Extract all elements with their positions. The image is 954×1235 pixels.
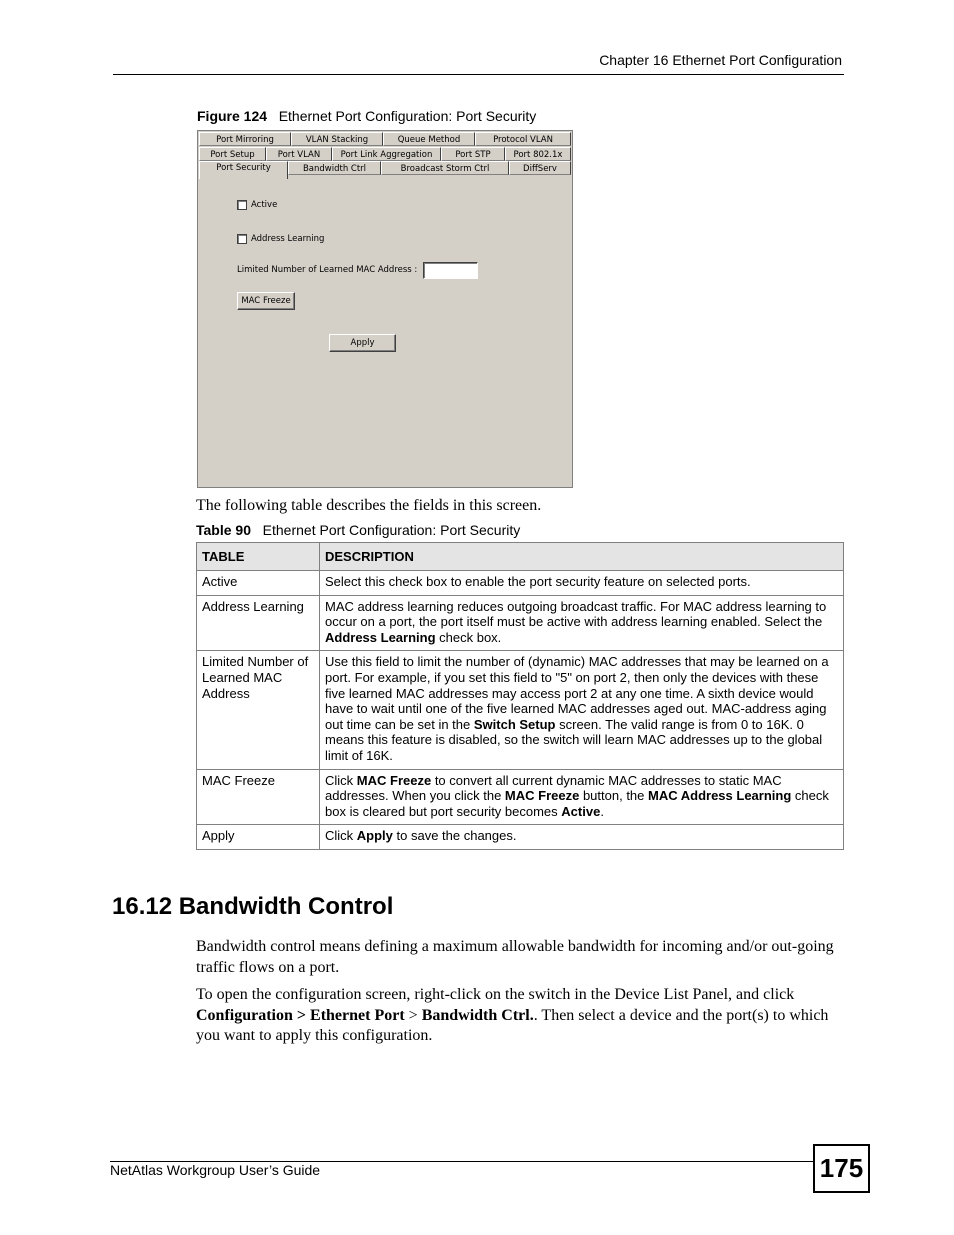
description-text: Click <box>325 772 357 788</box>
description-text: to save the changes. <box>392 828 517 844</box>
table-number: Table 90 <box>196 522 251 538</box>
table-row <box>197 825 844 850</box>
port-security-screenshot <box>197 130 573 488</box>
description-text: screen. The valid range is from 0 to 16K. 0 means this feature is disabled, so the switch will learn MAC addresses up to the global limit of 16K. <box>325 716 823 763</box>
col-header-table: TABLE <box>197 543 320 571</box>
field-name-cell: MAC Freeze <box>197 769 320 825</box>
guide-title: NetAtlas Workgroup User’s Guide <box>110 1162 321 1178</box>
description-text: Use this field to limit the number of (dynamic) MAC addresses that may be learned on a port. For example, if you set this field to "5" on port 2, then only the devices with these five learned MAC addresses may access port 2 at any one time. A sixth device would have to wait until one of the five learned MAC addresses aged out. MAC-address aging out time can be set in the <box>325 654 829 732</box>
para2-menu-path: Configuration > Ethernet Port <box>196 1006 405 1024</box>
para2-sep: > <box>404 1006 422 1024</box>
bold-term: Address Learning <box>325 629 436 645</box>
tab-port-vlan[interactable]: Port VLAN <box>266 147 332 161</box>
paragraph-bandwidth-intro: Bandwidth control means defining a maximum allowable bandwidth for incoming and/or out-going traffic flows on a port. <box>196 938 834 976</box>
tab-diffserv[interactable]: DiffServ <box>509 161 571 175</box>
col-header-description: DESCRIPTION <box>320 543 844 571</box>
field-description-cell <box>320 769 844 825</box>
limit-label: Limited Number of Learned MAC Address : <box>237 265 418 275</box>
bold-term: Switch Setup <box>473 716 556 732</box>
port-security-table <box>196 542 844 850</box>
tab-row-3 <box>199 161 571 176</box>
tab-port-link-aggregation[interactable]: Port Link Aggregation <box>332 147 441 161</box>
description-text: MAC address learning reduces outgoing broadcast traffic. For MAC address learning to occur on a port, the port itself must be active with address learning enabled. Select the <box>325 598 827 630</box>
para2-text-d: . Then select a device and the port(s) to which you want to apply this configuration. <box>196 1006 829 1044</box>
table-header-row <box>197 543 844 571</box>
tab-port-stp[interactable]: Port STP <box>441 147 505 161</box>
description-text: check box is cleared but port security becomes <box>325 788 829 819</box>
field-name-cell: Limited Number of Learned MAC Address <box>197 651 320 769</box>
field-description-cell <box>320 825 844 850</box>
active-label: Active <box>251 200 278 210</box>
description-text: Select this check box to enable the port security feature on selected ports. <box>325 574 751 589</box>
table-caption <box>196 522 520 538</box>
page-number: 175 <box>813 1144 870 1193</box>
limit-mac-input[interactable] <box>423 262 478 279</box>
table-row <box>197 651 844 769</box>
description-text: Click <box>325 828 357 844</box>
tab-row-1 <box>199 132 571 147</box>
table-title: Ethernet Port Configuration: Port Security <box>262 522 521 538</box>
apply-button[interactable]: Apply <box>329 334 396 352</box>
address-learning-option[interactable] <box>237 234 324 244</box>
figure-title: Ethernet Port Configuration: Port Security <box>278 108 537 124</box>
tab-port-mirroring[interactable]: Port Mirroring <box>199 132 291 146</box>
address-learning-label: Address Learning <box>251 234 325 244</box>
address-learning-checkbox[interactable] <box>237 234 247 244</box>
bold-term: MAC Address Learning <box>648 788 792 804</box>
active-checkbox[interactable] <box>237 200 247 210</box>
tab-port-8021x[interactable]: Port 802.1x <box>505 147 571 161</box>
field-name-cell: Active <box>197 571 320 596</box>
bold-term: Active <box>561 803 601 819</box>
description-text: button, the <box>579 788 649 804</box>
bold-term: MAC Freeze <box>356 772 432 788</box>
tab-row-2 <box>199 147 571 162</box>
field-name-cell: Apply <box>197 825 320 850</box>
figure-caption <box>197 108 536 124</box>
table-row <box>197 595 844 651</box>
intro-text: The following table describes the fields in this screen. <box>196 497 542 514</box>
bold-term: MAC Freeze <box>504 788 580 804</box>
field-description-cell <box>320 595 844 651</box>
active-option[interactable] <box>237 200 277 210</box>
field-description-cell <box>320 651 844 769</box>
figure-number: Figure 124 <box>197 108 268 124</box>
tab-queue-method[interactable]: Queue Method <box>383 132 475 146</box>
description-text: check box. <box>435 629 502 645</box>
field-name-cell: Address Learning <box>197 595 320 651</box>
chapter-header: Chapter 16 Ethernet Port Configuration <box>599 52 842 68</box>
tab-bandwidth-ctrl[interactable]: Bandwidth Ctrl <box>288 161 381 175</box>
tab-port-setup[interactable]: Port Setup <box>199 147 266 161</box>
header-rule <box>113 74 844 75</box>
bold-term: Apply <box>356 828 393 844</box>
tab-protocol-vlan[interactable]: Protocol VLAN <box>475 132 571 146</box>
para2-menu-item: Bandwidth Ctrl. <box>421 1006 534 1024</box>
tab-broadcast-storm-ctrl[interactable]: Broadcast Storm Ctrl <box>381 161 509 175</box>
description-text: . <box>600 803 604 819</box>
description-text: to convert all current dynamic MAC addresses to static MAC addresses. When you click the <box>325 772 782 804</box>
tab-port-security[interactable]: Port Security <box>199 161 288 179</box>
section-heading: 16.12 Bandwidth Control <box>112 893 394 920</box>
para2-text-a: To open the configuration screen, right-click on the switch in the Device List Panel, and click <box>196 986 795 1003</box>
field-description-cell <box>320 571 844 596</box>
paragraph-open-config <box>196 985 844 1047</box>
tab-vlan-stacking[interactable]: VLAN Stacking <box>291 132 383 146</box>
mac-freeze-button[interactable]: MAC Freeze <box>237 292 295 310</box>
table-row <box>197 769 844 825</box>
table-row <box>197 571 844 596</box>
